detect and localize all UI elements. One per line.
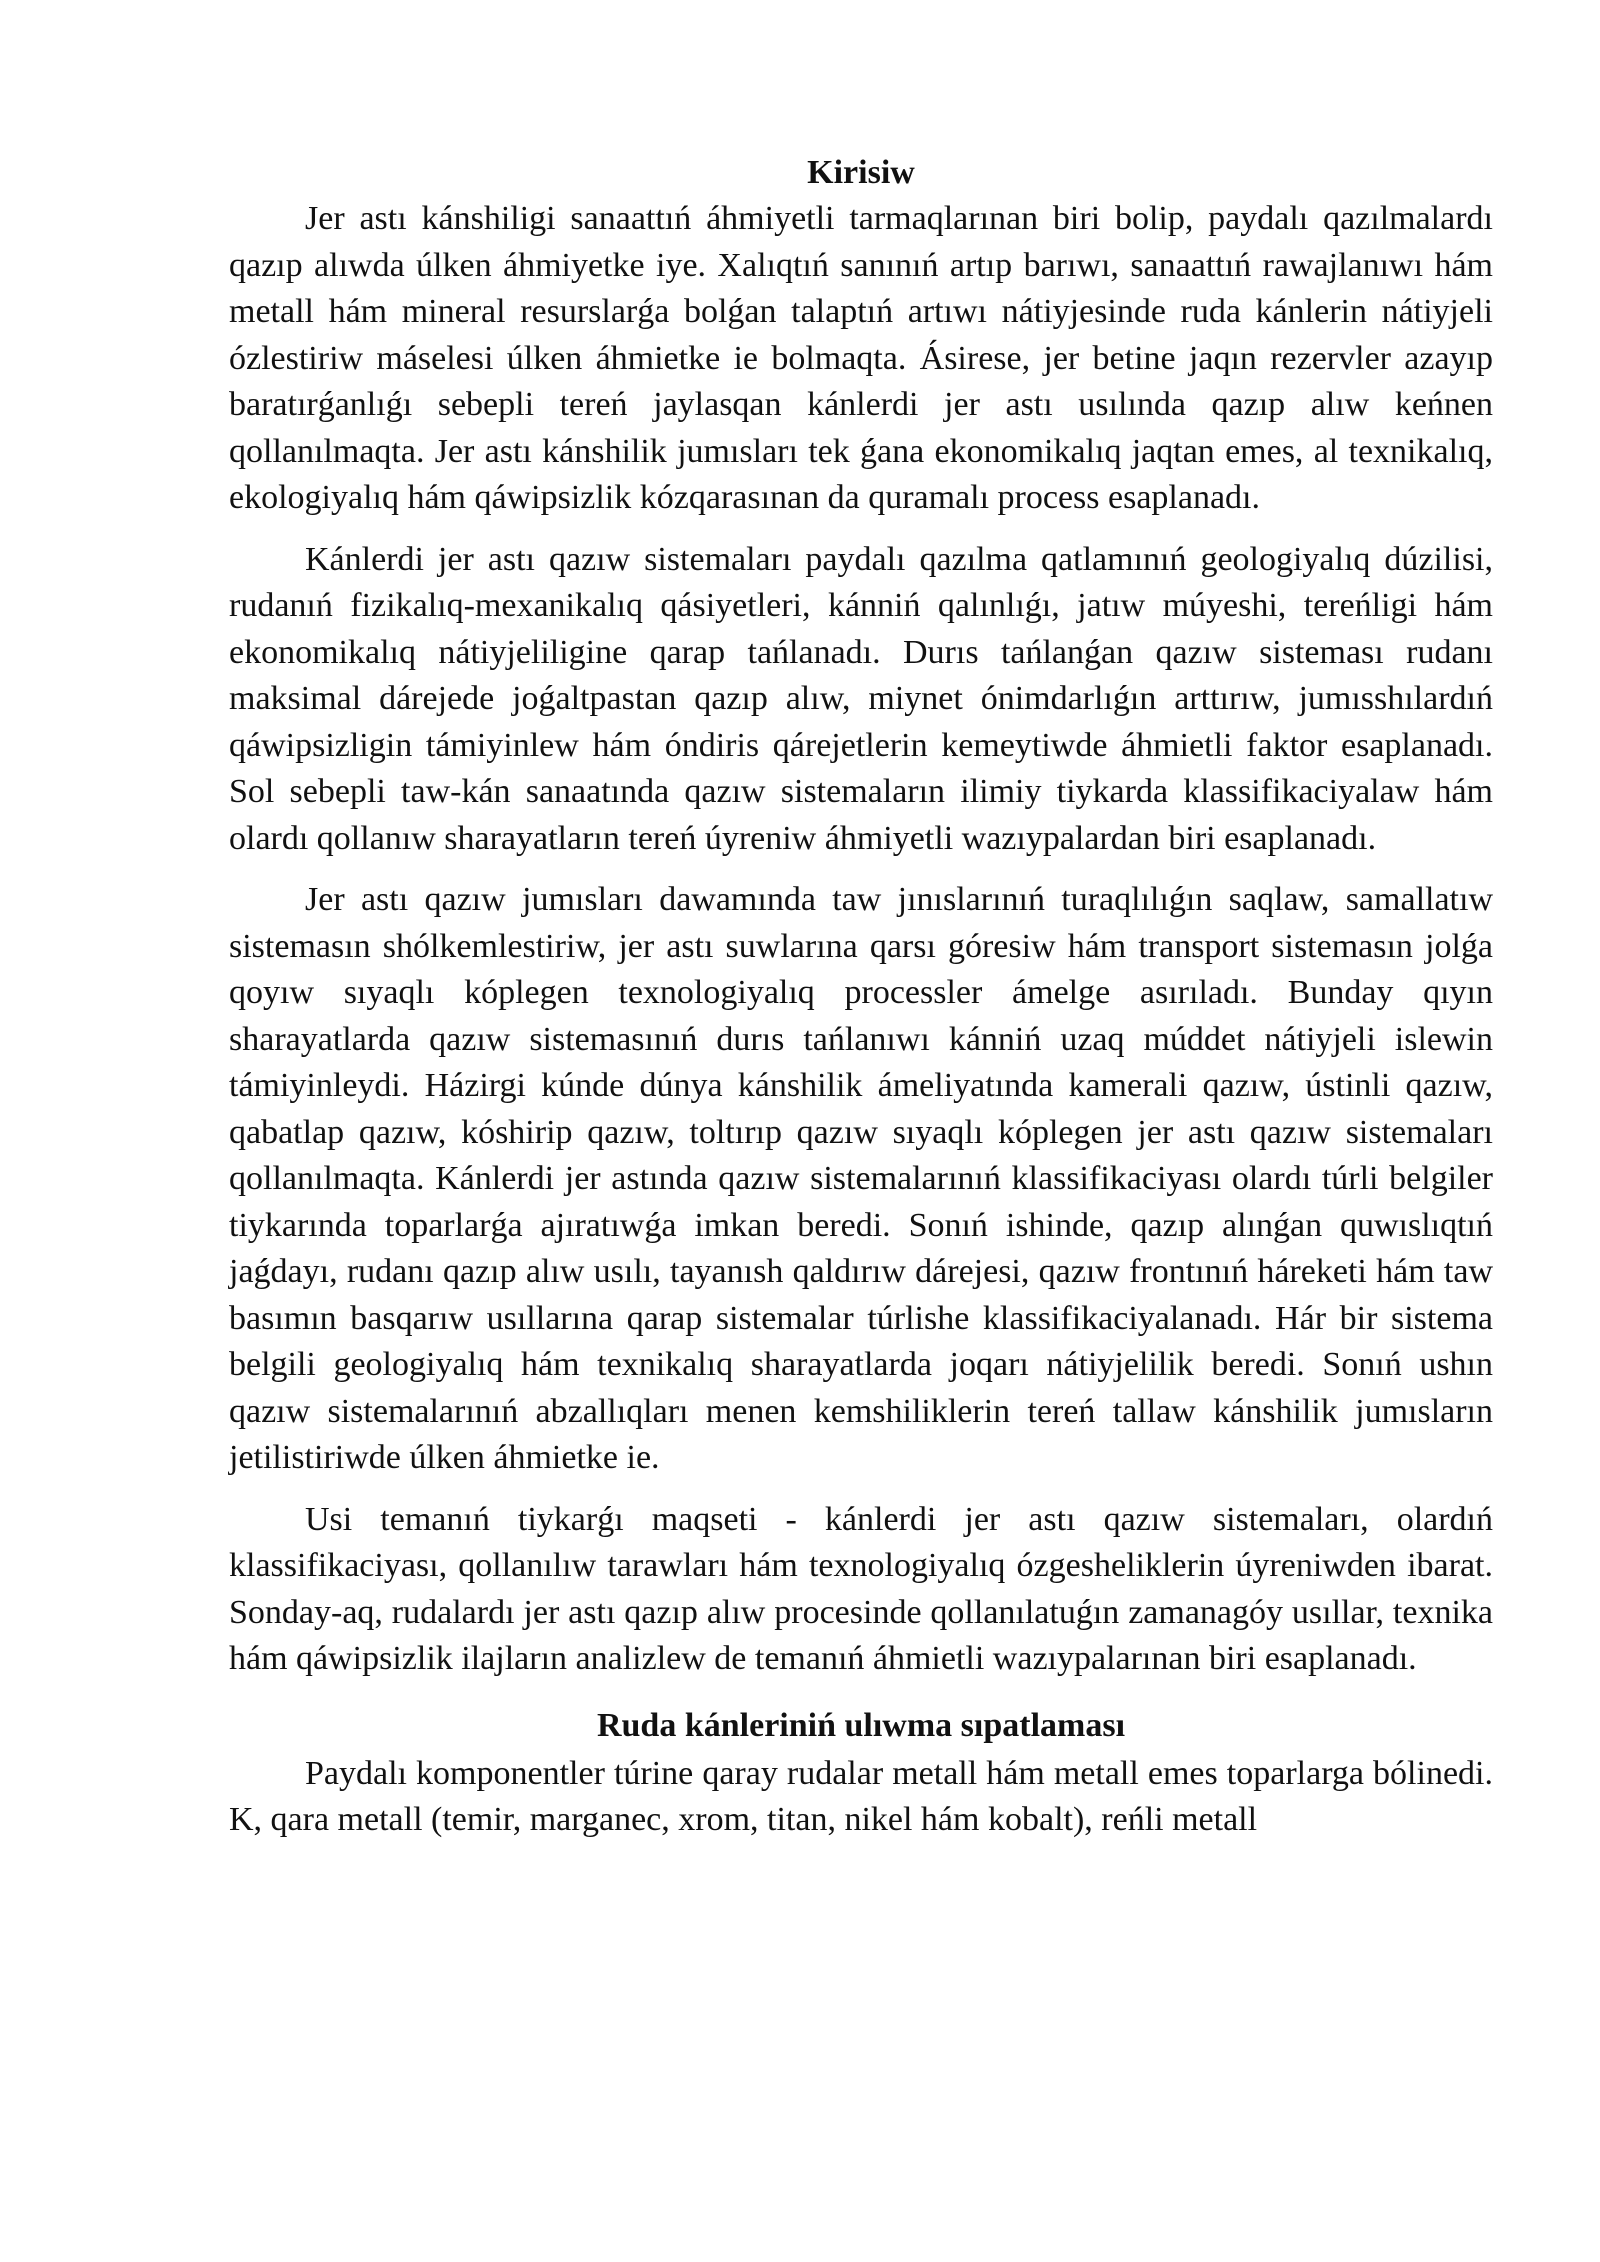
intro-paragraph-4: Usi temanıń tiykarǵı maqseti - kánlerdi jer astı qazıw sistemaları, olardıń klassifikaciyası, qollanılıw tarawları hám texnologiyalıq ózgesheliklerin úyreniwden ibarat. Sonday-aq, rudalardı jer astı qazıp alıw procesinde qollanılatuǵın zamanagóy usıllar, texnika hám qáwipsizlik ilajların analizlew de temanıń áhmietli wazıypalarınan biri esaplanadı.	[229, 1500, 1493, 1677]
section-heading: Ruda kánleriniń ulıwma sıpatlaması	[596, 1706, 1126, 1744]
intro-paragraph-2: Kánlerdi jer astı qazıw sistemaları paydalı qazılma qatlamınıń geologiyalıq dúzilisi, rudanıń fizikalıq-mexanikalıq qásiyetleri, kánniń qalınlıǵı, jatıw múyeshi, tereńligi hám ekonomikalıq nátiyjeliligine qarap tańlanadı. Durıs tańlanǵan qazıw sisteması rudanı maksimal dárejede joǵaltpastan qazıp alıw, miynet ónimdarlıǵın arttırıw, jumısshılardıń qáwipsizligin támiyinlew hám óndiris qárejetlerin kemeytiwde áhmietli faktor esaplanadı. Sol sebepli taw-kán sanaatında qazıw sistemaların ilimiy tiykarda klassifikaciyalaw hám olardı qollanıw sharayatların tereń úyreniw áhmiyetli wazıypalardan biri esaplanadı.	[229, 540, 1493, 857]
document-page	[229, 150, 1493, 1844]
intro-paragraph-1: Jer astı kánshiligi sanaattıń áhmiyetli tarmaqlarınan biri bolip, paydalı qazılmalardı qazıp alıwda úlken áhmiyetke iye. Xalıqtıń sanınıń artıp barıwı, sanaattıń rawajlanıwı hám metall hám mineral resurslarǵa bolǵan talaptıń artıwı nátiyjesinde ruda kánlerin nátiyjeli ózlestiriw máselesi úlken áhmietke ie bolmaqta. Ásirese, jer betine jaqın rezervler azayıp baratırǵanlıǵı sebepli tereń jaylasqan kánlerdi jer astı usılında qazıp alıw keńnen qollanılmaqta. Jer astı kánshilik jumısları tek ǵana ekonomikalıq jaqtan emes, al texnikalıq, ekologiyalıq hám qáwipsizlik kózqarasınan da quramalı process esaplanadı.	[229, 200, 1493, 516]
document-title: Kirisiw	[807, 154, 915, 191]
section-paragraph: Paydalı komponentler túrine qaray rudalar metall hám metall emes toparlarga bólinedi. K, qara metall (temir, marganec, xrom, titan, nikel hám kobalt), reńli metall	[229, 1754, 1493, 1838]
intro-paragraph-3: Jer astı qazıw jumısları dawamında taw jınıslarınıń turaqlılıǵın saqlaw, samallatıw sistemasın shólkemlestiriw, jer astı suwlarına qarsı góresiw hám transport sistemasın jolǵa qoyıw sıyaqlı kóplegen texnologiyalıq processler ámelge asırıladı. Bunday qıyın sharayatlarda qazıw sistemasınıń durıs tańlanıwı kánniń uzaq múddet nátiyjeli islewin támiyinleydi. Házirgi kúnde dúnya kánshilik ámeliyatında kamerali qazıw, ústinli qazıw, qabatlap qazıw, kóshirip qazıw, toltırıp qazıw sıyaqlı kóplegen jer astı qazıw sistemaları qollanılmaqta. Kánlerdi jer astında qazıw sistemalarınıń klassifikaciyası olardı túrli belgiler tiykarında toparlarǵa ajıratıwǵa imkan beredi. Sonıń ishinde, qazıp alınǵan quwıslıqtıń jaǵdayı, rudanı qazıp alıw usılı, tayanısh qaldırıw dárejesi, qazıw frontınıń háreketi hám taw basımın basqarıw usıllarına qarap sistemalar túrlishe klassifikaciyalanadı. Hár bir sistema belgili geologiyalıq hám texnikalıq sharayatlarda joqarı nátiyjelilik beredi. Sonıń ushın qazıw sistemalarınıń abzallıqları menen kemshiliklerin tereń tallaw kánshilik jumısların jetilistiriwde úlken áhmietke ie.	[229, 881, 1493, 1476]
